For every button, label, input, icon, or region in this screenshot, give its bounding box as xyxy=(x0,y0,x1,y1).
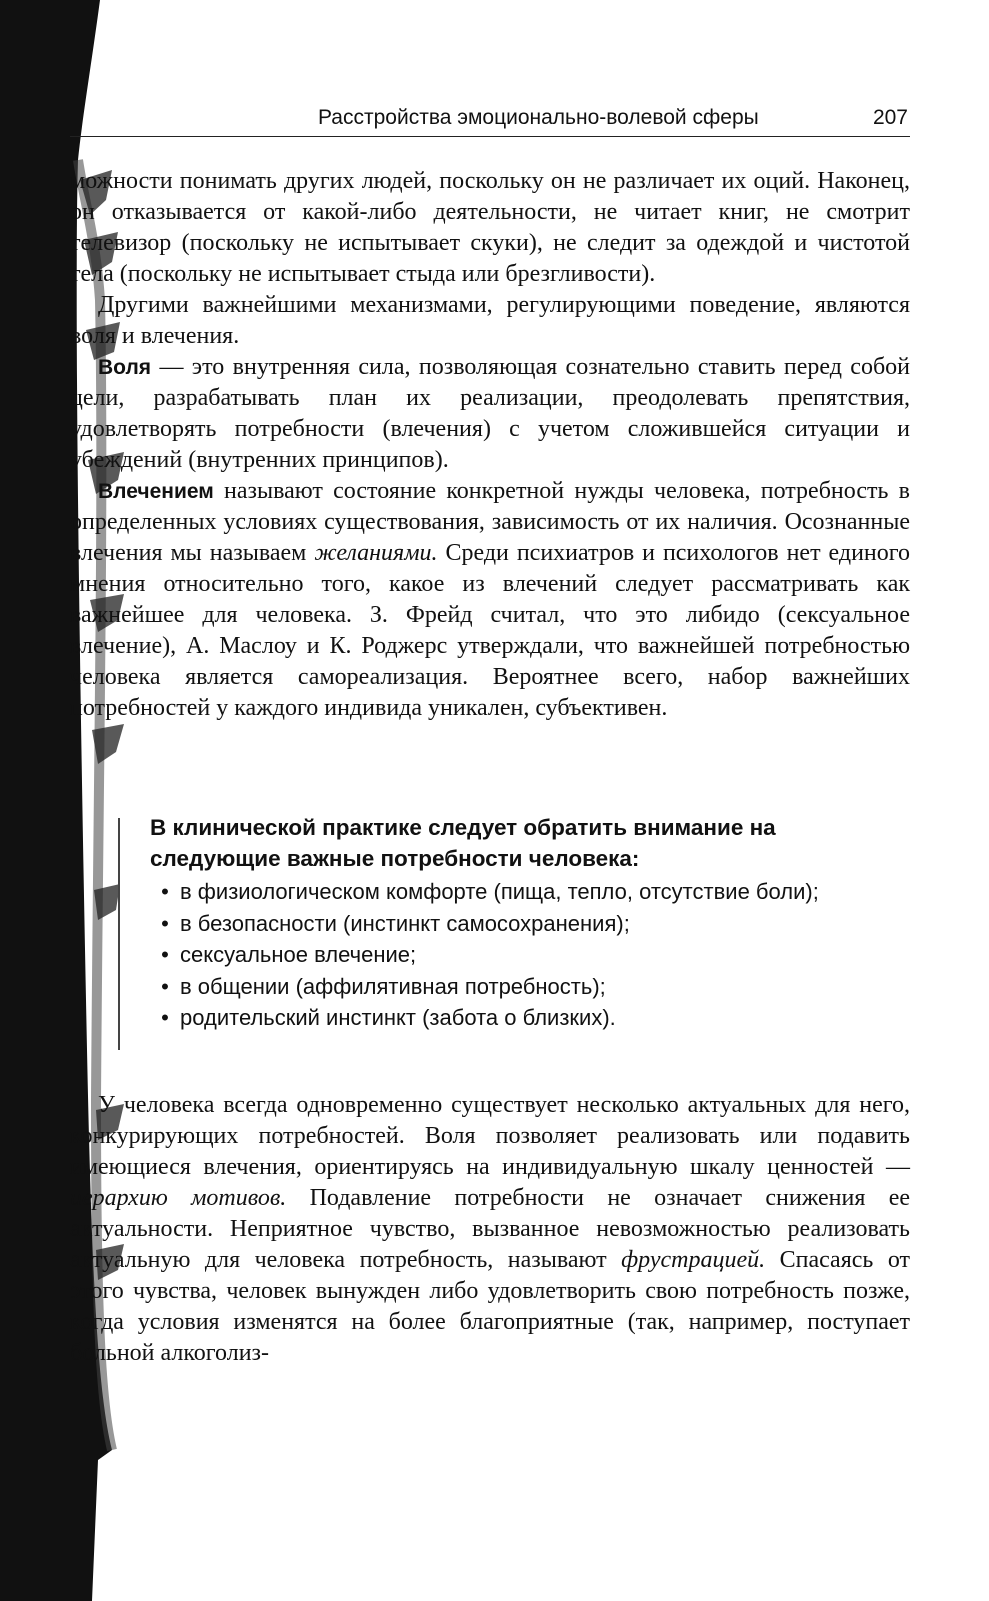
bullet-icon: • xyxy=(161,942,169,967)
callout-title: В клинической практике следует обратить внимание на следующие важные потребности человека: xyxy=(150,815,776,871)
bullet-icon: • xyxy=(161,1005,169,1030)
bullet-icon: • xyxy=(161,973,169,999)
clinical-practice-callout xyxy=(150,812,905,1034)
list-item xyxy=(150,971,905,1003)
paragraph-text: У человека всегда одновременно существует несколько актуальных для него, конкурирующих потребностей. Воля позволяет реализовать или подавить имеющиеся влечения, ориентируясь на индивидуальную шкалу ценностей — xyxy=(70,1092,910,1180)
paragraph-text: Подавление потребности не означает снижения ее актуальности. Неприятное чувство, вызванное невозможностью реализовать актуальную для человека потребность, называют xyxy=(70,1185,910,1273)
paragraph xyxy=(70,1090,910,1369)
body-text-bottom xyxy=(70,1090,910,1369)
bullet-icon: • xyxy=(161,910,169,936)
list-item-text: родительский инстинкт (забота о близких). xyxy=(180,1005,616,1030)
header-rule xyxy=(70,136,910,137)
callout-bar xyxy=(118,818,120,1050)
paragraph xyxy=(70,476,910,724)
paragraph-text: Другими важнейшими механизмами, регулирующими поведение, являются воля и влечения. xyxy=(70,292,910,349)
list-item xyxy=(150,1002,905,1034)
paragraph-text: — это внутренняя сила, позволяющая сознательно ставить перед собой цели, разрабатывать план их реализации, преодолевать препятствия, удовлетворять потребности (влечения) с учетом сложившейся ситуации и убеждений (внутренних принципов). xyxy=(70,354,910,473)
list-item-text: в физиологическом комфорте (пища, тепло, отсутствие боли); xyxy=(180,879,819,904)
list-item xyxy=(150,939,905,971)
paragraph xyxy=(70,290,910,352)
paragraph xyxy=(70,166,910,290)
list-item xyxy=(150,908,905,940)
term-volya: Воля xyxy=(98,356,152,379)
page-number: 207 xyxy=(872,106,908,129)
emphasis: иерархию мотивов. xyxy=(70,1185,287,1211)
emphasis: фрустрацией. xyxy=(621,1247,766,1273)
paragraph-text: называют состояние конкретной нужды человека, потребность в определенных условиях существования, зависимость от их наличия. Осознанные влечения мы называем xyxy=(70,478,910,566)
list-item xyxy=(150,876,905,908)
list-item-text: в общении (аффилятивная потребность); xyxy=(180,973,606,999)
emphasis: желаниями. xyxy=(314,540,438,566)
running-header xyxy=(318,106,908,130)
body-text-top xyxy=(70,166,910,724)
needs-list xyxy=(150,876,905,1034)
list-item-text: в безопасности (инстинкт самосохранения); xyxy=(180,910,630,936)
paragraph-text: можности понимать других людей, поскольку он не различает их оций. Наконец, он отказывается от какой-либо деятельности, не читает книг, не смотрит телевизор (поскольку не испытывает скуки), не следит за одеждой и чистотой тела (поскольку не испытывает стыда или брезгливости). xyxy=(70,168,910,287)
paragraph-text: Среди психиатров и психологов нет единого мнения относительно того, какое из влечений следует рассматривать как важнейшее для человека. З. Фрейд считал, что это либидо (сексуальное влечение), А. Маслоу и К. Роджерс утверждали, что важнейшей потребностью человека является самореализация. Вероятнее всего, набор важнейших потребностей у каждого индивида уникален, субъективен. xyxy=(70,540,910,721)
header-title: Расстройства эмоционально-волевой сферы xyxy=(318,106,759,129)
list-item-text: сексуальное влечение; xyxy=(180,942,417,967)
bullet-icon: • xyxy=(161,879,169,904)
paragraph xyxy=(70,352,910,476)
term-vlechenie: Влечением xyxy=(98,480,214,503)
paragraph-text: Спасаясь от этого чувства, человек вынужден либо удовлетворить свою потребность позже, когда условия изменятся на более благоприятные (так, например, поступает больной алкоголиз- xyxy=(70,1247,910,1366)
